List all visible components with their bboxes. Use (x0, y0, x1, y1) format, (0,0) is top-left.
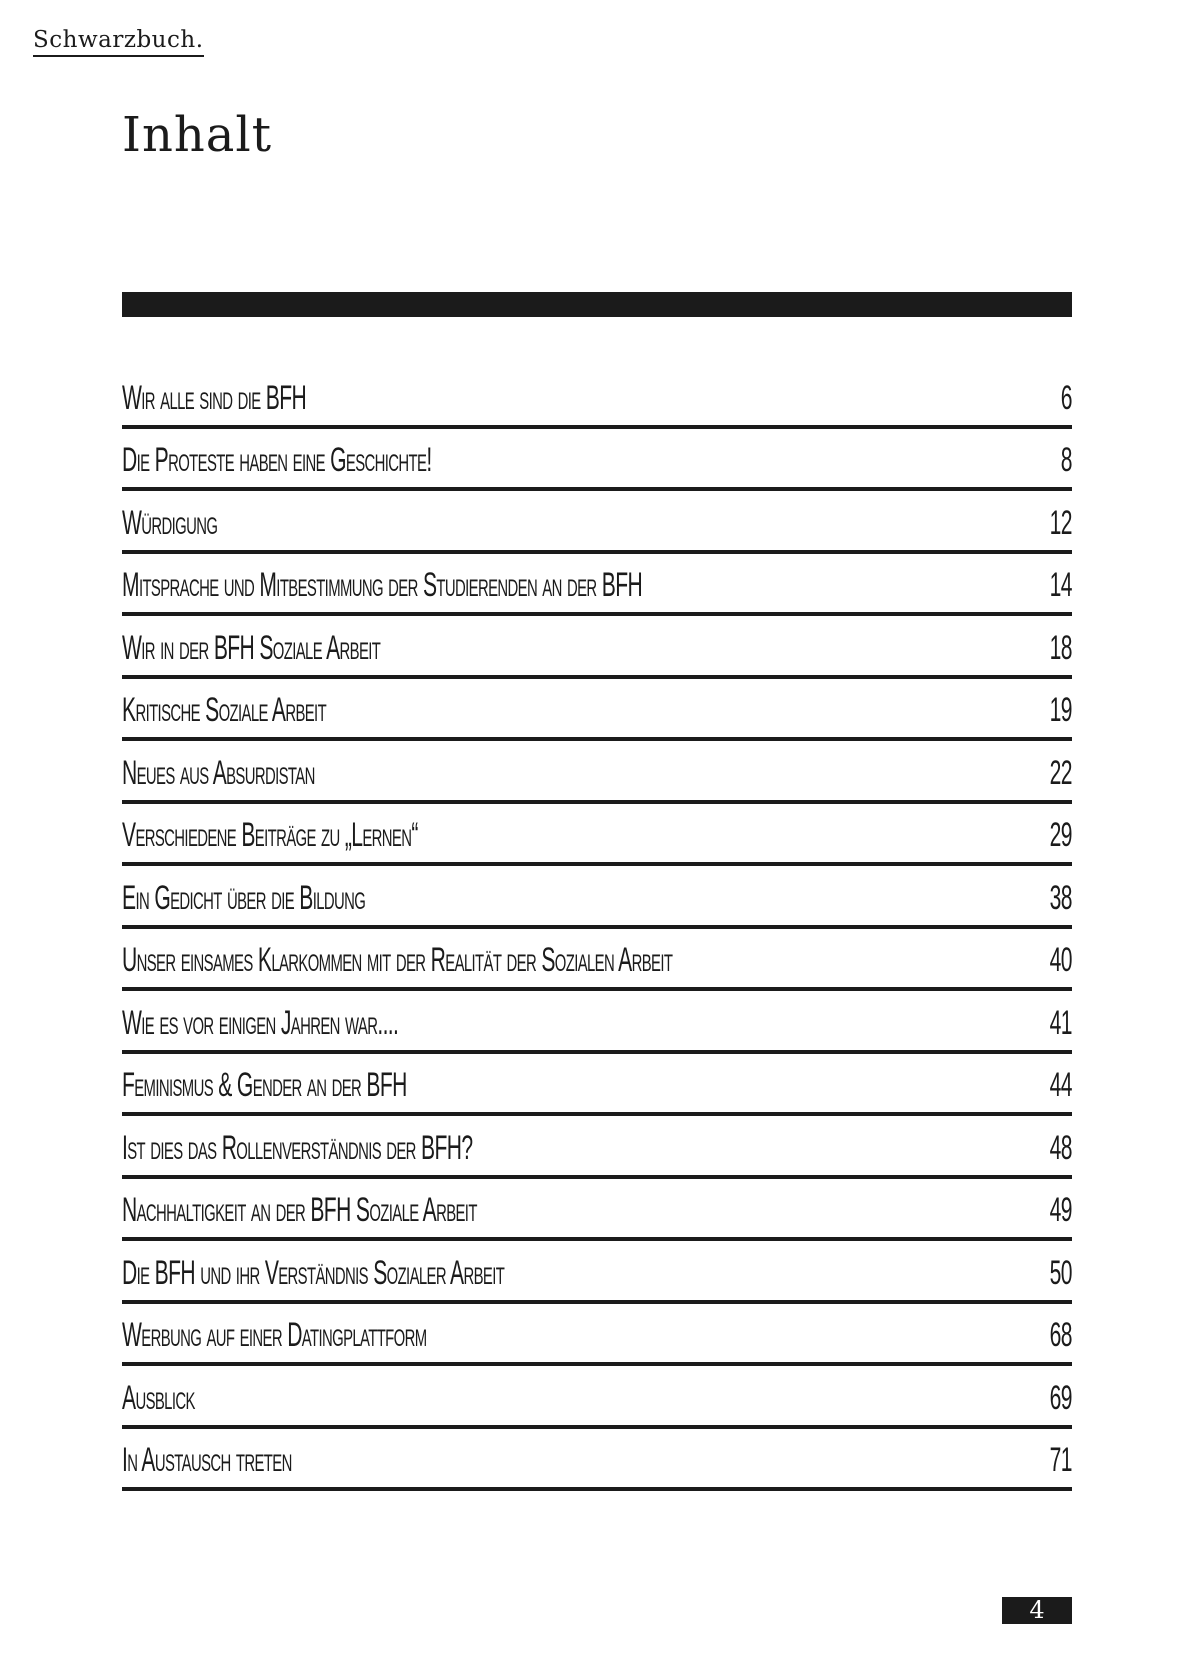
toc-entry[interactable] (122, 866, 1072, 929)
toc-entry-title: Mitsprache und Mitbestimmung der Studierenden an der BFH (122, 566, 643, 604)
toc-entry-page: 68 (1049, 1316, 1072, 1354)
toc-entry-page: 50 (1049, 1253, 1072, 1292)
toc-entry-page: 6 (1060, 378, 1072, 417)
toc-entry[interactable] (122, 616, 1072, 679)
toc-entry[interactable] (122, 1116, 1072, 1179)
page-title: Inhalt (122, 107, 273, 163)
toc-entry-page: 40 (1049, 941, 1072, 979)
toc-entry-title: Feminismus & Gender an der BFH (122, 1066, 407, 1104)
toc-entry-title: In Austausch treten (122, 1441, 292, 1479)
toc-entry-title: Die Proteste haben eine Geschichte! (122, 441, 432, 479)
title-divider-bar (122, 292, 1072, 317)
toc-entry-page: 19 (1049, 691, 1072, 729)
toc-entry[interactable] (122, 929, 1072, 992)
toc-entry-title: Nachhaltigkeit an der BFH Soziale Arbeit (122, 1191, 477, 1229)
toc-entry-page: 69 (1049, 1378, 1072, 1417)
running-head: Schwarzbuch. (33, 26, 204, 57)
toc-entry-title: Neues aus Absurdistan (122, 753, 315, 792)
toc-entry-page: 48 (1049, 1128, 1072, 1167)
toc-entry[interactable] (122, 741, 1072, 804)
toc-entry[interactable] (122, 1054, 1072, 1117)
toc-entry[interactable] (122, 679, 1072, 742)
toc-entry[interactable] (122, 429, 1072, 492)
toc-entry[interactable] (122, 1304, 1072, 1367)
toc-entry-page: 41 (1049, 1003, 1072, 1042)
toc-entry-page: 49 (1049, 1191, 1072, 1229)
toc-entry[interactable] (122, 1179, 1072, 1242)
toc-entry-title: Werbung auf einer Datingplattform (122, 1316, 427, 1354)
toc-entry[interactable] (122, 554, 1072, 617)
toc-entry-title: Ist dies das Rollenverständnis der BFH? (122, 1128, 473, 1167)
toc-entry-page: 44 (1049, 1066, 1072, 1104)
toc-entry-page: 38 (1049, 878, 1072, 917)
toc-entry[interactable] (122, 1429, 1072, 1492)
toc-entry-title: Wir in der BFH Soziale Arbeit (122, 628, 381, 667)
toc-entry-title: Unser einsames Klarkommen mit der Realität der Sozialen Arbeit (122, 941, 673, 979)
toc-entry-page: 12 (1049, 503, 1072, 542)
toc-entry[interactable] (122, 804, 1072, 867)
toc-entry-title: Wir alle sind die BFH (122, 378, 307, 417)
toc-entry-page: 22 (1049, 753, 1072, 792)
toc-entry[interactable] (122, 991, 1072, 1054)
toc-entry-title: Ein Gedicht über die Bildung (122, 878, 366, 917)
page-number: 4 (1002, 1597, 1072, 1624)
toc-entry-page: 18 (1049, 628, 1072, 667)
toc-entry-title: Wie es vor einigen Jahren war.... (122, 1003, 399, 1042)
toc-entry-title: Ausblick (122, 1378, 195, 1417)
toc-entry-page: 8 (1060, 441, 1072, 479)
toc-entry-title: Würdigung (122, 503, 218, 542)
toc-entry[interactable] (122, 1366, 1072, 1429)
toc-entry-page: 29 (1049, 816, 1072, 854)
toc-entry[interactable] (122, 491, 1072, 554)
toc-entry-page: 71 (1049, 1441, 1072, 1479)
toc-entry-title: Kritische Soziale Arbeit (122, 691, 327, 729)
table-of-contents (122, 366, 1072, 1491)
toc-entry-title: Verschiedene Beiträge zu „Lernen“ (122, 816, 418, 854)
toc-entry[interactable] (122, 1241, 1072, 1304)
toc-entry[interactable] (122, 366, 1072, 429)
toc-entry-page: 14 (1049, 566, 1072, 604)
toc-entry-title: Die BFH und ihr Verständnis Sozialer Arbeit (122, 1253, 505, 1292)
